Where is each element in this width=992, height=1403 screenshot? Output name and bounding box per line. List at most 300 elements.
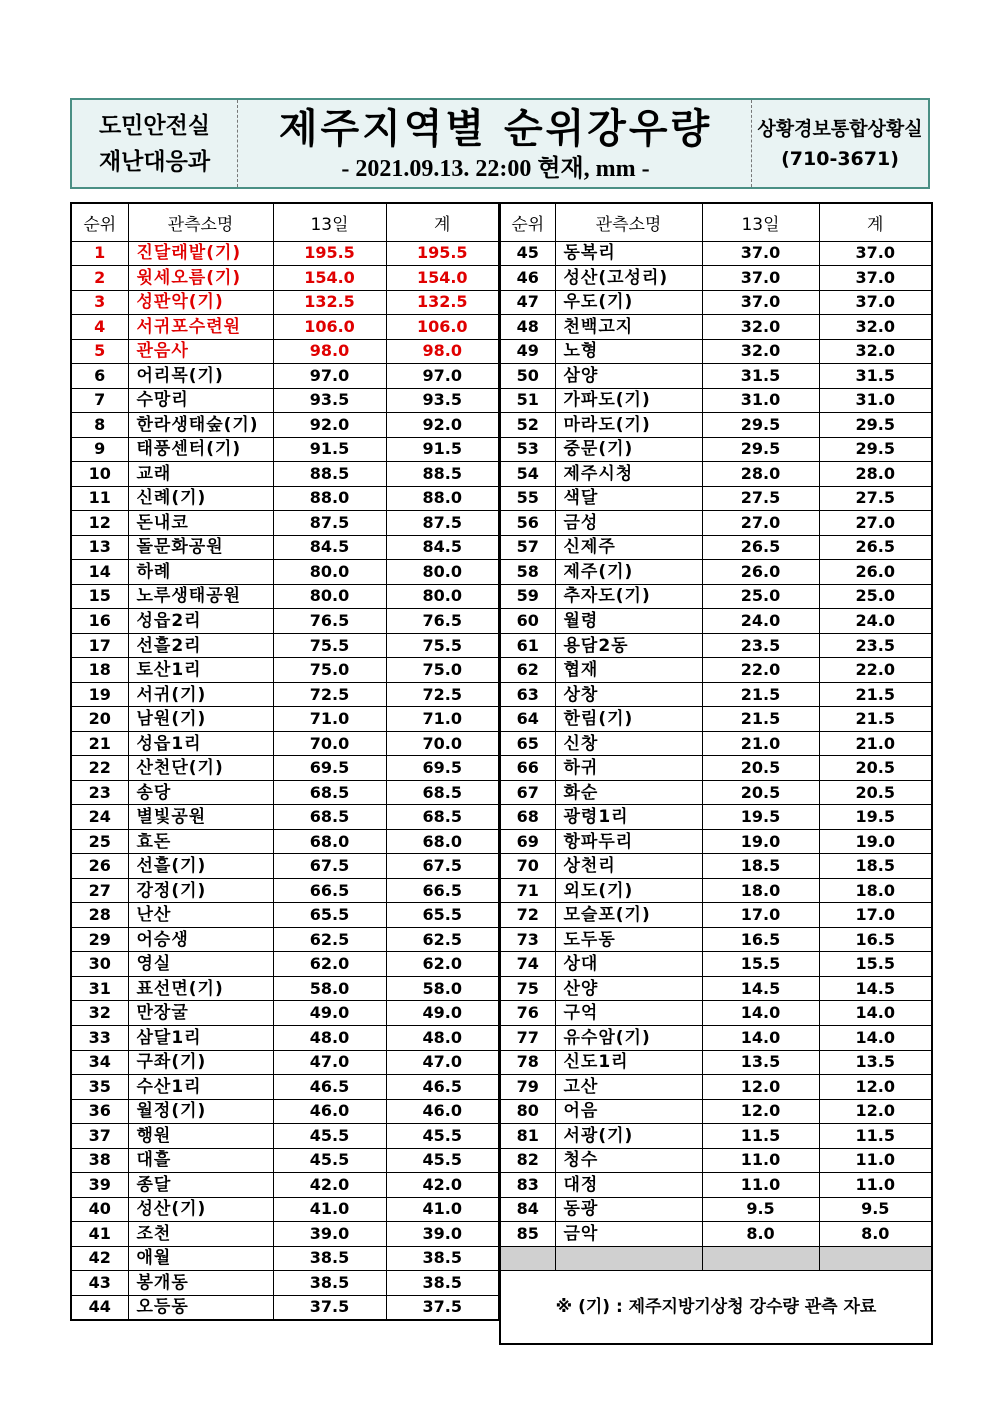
day-cell: 37.0 [702, 290, 819, 315]
table-row [71, 511, 499, 536]
table-row [71, 1197, 499, 1222]
day-cell: 62.0 [273, 952, 386, 977]
rank-cell: 39 [71, 1173, 128, 1198]
table-row [500, 339, 932, 364]
day-cell: 25.0 [702, 584, 819, 609]
station-cell: 하귀 [555, 756, 702, 781]
total-cell: 24.0 [819, 609, 932, 634]
table-row [71, 731, 499, 756]
station-cell: 성산(기) [128, 1197, 273, 1222]
station-cell: 금성 [555, 511, 702, 536]
day-cell: 37.0 [702, 241, 819, 266]
total-cell: 27.5 [819, 486, 932, 511]
station-cell: 성읍1리 [128, 731, 273, 756]
rank-cell: 46 [500, 266, 555, 291]
rank-cell: 77 [500, 1026, 555, 1051]
rank-cell: 41 [71, 1222, 128, 1247]
table-row [71, 1099, 499, 1124]
rank-cell: 37 [71, 1124, 128, 1149]
day-cell: 66.5 [273, 878, 386, 903]
rank-cell: 38 [71, 1148, 128, 1173]
rank-cell: 8 [71, 413, 128, 438]
rank-cell: 31 [71, 976, 128, 1001]
total-cell: 92.0 [386, 413, 499, 438]
table-row [500, 756, 932, 781]
rank-cell: 67 [500, 780, 555, 805]
station-cell: 한라생태숲(기) [128, 413, 273, 438]
total-cell: 14.0 [819, 1026, 932, 1051]
page-subtitle: - 2021.09.13. 22:00 현재, mm - [341, 156, 650, 182]
day-cell: 68.5 [273, 805, 386, 830]
rank-cell: 82 [500, 1148, 555, 1173]
rank-cell: 49 [500, 339, 555, 364]
day-cell: 21.5 [702, 707, 819, 732]
total-cell: 87.5 [386, 511, 499, 536]
day-cell: 15.5 [702, 952, 819, 977]
day-cell: 80.0 [273, 584, 386, 609]
day-cell: 21.0 [702, 731, 819, 756]
table-row [500, 707, 932, 732]
total-cell: 106.0 [386, 315, 499, 340]
table-row [500, 290, 932, 315]
rank-cell: 15 [71, 584, 128, 609]
table-row [500, 584, 932, 609]
rank-cell: 6 [71, 364, 128, 389]
table-row [71, 584, 499, 609]
table-row [71, 339, 499, 364]
table-row [500, 1001, 932, 1026]
station-cell: 남원(기) [128, 707, 273, 732]
rank-cell: 14 [71, 560, 128, 585]
station-cell: 하례 [128, 560, 273, 585]
total-cell: 14.0 [819, 1001, 932, 1026]
rank-cell: 3 [71, 290, 128, 315]
table-row [71, 486, 499, 511]
day-cell: 9.5 [702, 1197, 819, 1222]
total-cell: 18.0 [819, 878, 932, 903]
total-cell: 29.5 [819, 413, 932, 438]
station-cell: 돈내코 [128, 511, 273, 536]
total-cell: 37.0 [819, 290, 932, 315]
total-cell: 39.0 [386, 1222, 499, 1247]
station-cell: 동광 [555, 1197, 702, 1222]
station-cell: 용담2동 [555, 633, 702, 658]
total-cell: 20.5 [819, 756, 932, 781]
total-cell: 26.5 [819, 535, 932, 560]
table-row [71, 1148, 499, 1173]
total-cell: 14.5 [819, 976, 932, 1001]
table-row [71, 1001, 499, 1026]
rank-cell: 10 [71, 462, 128, 487]
rank-cell: 23 [71, 780, 128, 805]
rank-cell: 28 [71, 903, 128, 928]
day-cell: 31.0 [702, 388, 819, 413]
station-cell: 성판악(기) [128, 290, 273, 315]
total-cell: 32.0 [819, 339, 932, 364]
total-cell: 66.5 [386, 878, 499, 903]
day-cell: 29.5 [702, 437, 819, 462]
total-cell: 29.5 [819, 437, 932, 462]
station-cell: 신례(기) [128, 486, 273, 511]
total-cell: 21.5 [819, 707, 932, 732]
table-row [500, 511, 932, 536]
table-row [500, 633, 932, 658]
table-row [71, 903, 499, 928]
rank-cell: 48 [500, 315, 555, 340]
table-row [71, 535, 499, 560]
day-cell: 72.5 [273, 682, 386, 707]
col-total: 계 [819, 203, 932, 241]
day-cell: 12.0 [702, 1099, 819, 1124]
rank-cell: 68 [500, 805, 555, 830]
day-cell: 27.5 [702, 486, 819, 511]
station-cell: 유수암(기) [555, 1026, 702, 1051]
rank-cell: 16 [71, 609, 128, 634]
day-cell: 93.5 [273, 388, 386, 413]
station-cell: 윗세오름(기) [128, 266, 273, 291]
day-cell: 65.5 [273, 903, 386, 928]
day-cell: 17.0 [702, 903, 819, 928]
table-row [71, 241, 499, 266]
total-cell: 11.0 [819, 1148, 932, 1173]
table-row [500, 1124, 932, 1149]
station-cell: 노루생태공원 [128, 584, 273, 609]
table-row [500, 1197, 932, 1222]
table-row [500, 1222, 932, 1247]
day-cell: 38.5 [273, 1246, 386, 1271]
table-row [500, 241, 932, 266]
rank-cell: 78 [500, 1050, 555, 1075]
footnote: ※ (기) : 제주지방기상청 강수량 관측 자료 [500, 1271, 932, 1344]
total-cell: 80.0 [386, 560, 499, 585]
total-cell: 154.0 [386, 266, 499, 291]
station-cell: 성읍2리 [128, 609, 273, 634]
rank-cell: 40 [71, 1197, 128, 1222]
day-cell: 84.5 [273, 535, 386, 560]
table-row [500, 1099, 932, 1124]
station-cell: 협재 [555, 658, 702, 683]
rank-cell: 66 [500, 756, 555, 781]
day-cell: 20.5 [702, 756, 819, 781]
total-cell: 80.0 [386, 584, 499, 609]
rank-cell: 22 [71, 756, 128, 781]
rank-cell: 24 [71, 805, 128, 830]
day-cell: 11.0 [702, 1173, 819, 1198]
day-cell: 87.5 [273, 511, 386, 536]
rank-cell: 71 [500, 878, 555, 903]
total-cell: 32.0 [819, 315, 932, 340]
total-cell: 68.0 [386, 829, 499, 854]
station-cell: 외도(기) [555, 878, 702, 903]
station-cell: 서귀포수련원 [128, 315, 273, 340]
rank-cell: 64 [500, 707, 555, 732]
table-row [500, 1026, 932, 1051]
rank-cell: 5 [71, 339, 128, 364]
station-cell: 성산(고성리) [555, 266, 702, 291]
day-cell: 75.0 [273, 658, 386, 683]
table-row [71, 462, 499, 487]
day-cell: 31.5 [702, 364, 819, 389]
station-cell: 산양 [555, 976, 702, 1001]
table-row [71, 1271, 499, 1296]
table-row [71, 413, 499, 438]
rank-cell: 54 [500, 462, 555, 487]
col-rank: 순위 [71, 203, 128, 241]
day-cell: 14.0 [702, 1001, 819, 1026]
day-cell: 97.0 [273, 364, 386, 389]
total-cell: 21.5 [819, 682, 932, 707]
table-row [500, 854, 932, 879]
table-row [500, 462, 932, 487]
total-cell: 132.5 [386, 290, 499, 315]
station-cell: 삼달1리 [128, 1026, 273, 1051]
total-cell: 37.5 [386, 1295, 499, 1320]
station-cell: 제주(기) [555, 560, 702, 585]
day-cell: 22.0 [702, 658, 819, 683]
total-cell: 41.0 [386, 1197, 499, 1222]
note-row [500, 1271, 932, 1344]
table-row [500, 976, 932, 1001]
rank-cell: 52 [500, 413, 555, 438]
station-cell: 별빛공원 [128, 805, 273, 830]
day-cell: 45.5 [273, 1148, 386, 1173]
total-cell: 46.0 [386, 1099, 499, 1124]
station-cell: 금악 [555, 1222, 702, 1247]
rank-cell: 44 [71, 1295, 128, 1320]
total-cell: 48.0 [386, 1026, 499, 1051]
dept-block [751, 100, 928, 187]
total-cell: 12.0 [819, 1099, 932, 1124]
total-cell: 97.0 [386, 364, 499, 389]
rank-cell: 43 [71, 1271, 128, 1296]
rainfall-table-right [499, 202, 933, 1345]
rank-cell: 60 [500, 609, 555, 634]
station-cell: 만장굴 [128, 1001, 273, 1026]
table-row [500, 805, 932, 830]
total-cell: 20.5 [819, 780, 932, 805]
day-cell: 46.5 [273, 1075, 386, 1100]
station-cell: 중문(기) [555, 437, 702, 462]
total-cell: 93.5 [386, 388, 499, 413]
rank-cell: 21 [71, 731, 128, 756]
station-cell: 산천단(기) [128, 756, 273, 781]
total-cell: 72.5 [386, 682, 499, 707]
rank-cell: 84 [500, 1197, 555, 1222]
day-cell: 68.0 [273, 829, 386, 854]
day-cell: 32.0 [702, 315, 819, 340]
table-header-row [71, 203, 499, 241]
col-station: 관측소명 [555, 203, 702, 241]
station-cell: 표선면(기) [128, 976, 273, 1001]
station-cell: 신도1리 [555, 1050, 702, 1075]
dept-name: 상황경보통합상황실 [757, 117, 923, 140]
report-header [70, 98, 930, 189]
total-cell: 13.5 [819, 1050, 932, 1075]
table-row [500, 1050, 932, 1075]
station-cell: 관음사 [128, 339, 273, 364]
table-row [500, 535, 932, 560]
blank-row [500, 1246, 932, 1271]
table-row [71, 315, 499, 340]
rank-cell: 4 [71, 315, 128, 340]
total-cell: 37.0 [819, 266, 932, 291]
day-cell: 11.0 [702, 1148, 819, 1173]
rank-cell: 56 [500, 511, 555, 536]
table-row [71, 829, 499, 854]
rank-cell: 27 [71, 878, 128, 903]
day-cell: 88.0 [273, 486, 386, 511]
total-cell: 21.0 [819, 731, 932, 756]
rank-cell: 51 [500, 388, 555, 413]
table-row [500, 927, 932, 952]
station-cell: 강정(기) [128, 878, 273, 903]
rank-cell: 9 [71, 437, 128, 462]
day-cell: 132.5 [273, 290, 386, 315]
total-cell: 31.0 [819, 388, 932, 413]
rank-cell: 18 [71, 658, 128, 683]
table-row [71, 952, 499, 977]
table-row [71, 1026, 499, 1051]
station-cell: 행원 [128, 1124, 273, 1149]
table-row [500, 609, 932, 634]
day-cell: 21.5 [702, 682, 819, 707]
table-row [500, 903, 932, 928]
total-cell: 16.5 [819, 927, 932, 952]
station-cell: 교래 [128, 462, 273, 487]
table-row [500, 266, 932, 291]
total-cell: 75.5 [386, 633, 499, 658]
table-row [71, 1246, 499, 1271]
total-cell: 11.0 [819, 1173, 932, 1198]
rank-cell: 45 [500, 241, 555, 266]
total-cell: 49.0 [386, 1001, 499, 1026]
total-cell: 45.5 [386, 1148, 499, 1173]
total-cell: 62.0 [386, 952, 499, 977]
table-row [71, 388, 499, 413]
rank-cell: 59 [500, 584, 555, 609]
rank-cell: 70 [500, 854, 555, 879]
table-row [500, 1173, 932, 1198]
total-cell: 23.5 [819, 633, 932, 658]
day-cell: 19.0 [702, 829, 819, 854]
day-cell: 91.5 [273, 437, 386, 462]
station-cell: 수산1리 [128, 1075, 273, 1100]
station-cell: 천백고지 [555, 315, 702, 340]
day-cell: 47.0 [273, 1050, 386, 1075]
rank-cell: 75 [500, 976, 555, 1001]
station-cell: 제주시청 [555, 462, 702, 487]
table-row [71, 854, 499, 879]
org-line1: 도민안전실 [98, 112, 211, 139]
day-cell: 37.5 [273, 1295, 386, 1320]
rank-cell: 65 [500, 731, 555, 756]
day-cell: 88.5 [273, 462, 386, 487]
station-cell: 오등동 [128, 1295, 273, 1320]
day-cell: 62.5 [273, 927, 386, 952]
rank-cell: 79 [500, 1075, 555, 1100]
rank-cell: 36 [71, 1099, 128, 1124]
day-cell: 45.5 [273, 1124, 386, 1149]
rank-cell: 11 [71, 486, 128, 511]
station-cell: 화순 [555, 780, 702, 805]
rainfall-table-left [70, 202, 500, 1321]
station-cell: 삼양 [555, 364, 702, 389]
total-cell: 46.5 [386, 1075, 499, 1100]
day-cell: 11.5 [702, 1124, 819, 1149]
rank-cell: 29 [71, 927, 128, 952]
station-cell: 우도(기) [555, 290, 702, 315]
table-row [500, 731, 932, 756]
day-cell: 18.0 [702, 878, 819, 903]
day-cell: 18.5 [702, 854, 819, 879]
total-cell: 91.5 [386, 437, 499, 462]
total-cell: 62.5 [386, 927, 499, 952]
org-block [72, 100, 238, 187]
station-cell: 봉개동 [128, 1271, 273, 1296]
station-cell: 난산 [128, 903, 273, 928]
station-cell: 애월 [128, 1246, 273, 1271]
total-cell: 65.5 [386, 903, 499, 928]
total-cell: 58.0 [386, 976, 499, 1001]
table-row [71, 364, 499, 389]
day-cell: 24.0 [702, 609, 819, 634]
table-row [71, 805, 499, 830]
col-rank: 순위 [500, 203, 555, 241]
rank-cell: 62 [500, 658, 555, 683]
table-row [71, 1222, 499, 1247]
page-title: 제주지역별 순위강우량 [278, 106, 713, 152]
table-row [500, 878, 932, 903]
station-cell: 태풍센터(기) [128, 437, 273, 462]
table-header-row [500, 203, 932, 241]
station-cell: 월정(기) [128, 1099, 273, 1124]
station-cell: 어음 [555, 1099, 702, 1124]
day-cell: 37.0 [702, 266, 819, 291]
rank-cell: 80 [500, 1099, 555, 1124]
rank-cell: 20 [71, 707, 128, 732]
station-cell: 선흘(기) [128, 854, 273, 879]
table-row [71, 658, 499, 683]
total-cell: 12.0 [819, 1075, 932, 1100]
table-row [71, 756, 499, 781]
rank-cell: 32 [71, 1001, 128, 1026]
table-row [71, 266, 499, 291]
col-day: 13일 [702, 203, 819, 241]
total-cell: 19.0 [819, 829, 932, 854]
rank-cell: 1 [71, 241, 128, 266]
day-cell: 38.5 [273, 1271, 386, 1296]
rank-cell: 81 [500, 1124, 555, 1149]
rank-cell: 53 [500, 437, 555, 462]
total-cell: 88.5 [386, 462, 499, 487]
day-cell: 23.5 [702, 633, 819, 658]
table-row [500, 315, 932, 340]
station-cell: 종달 [128, 1173, 273, 1198]
table-row [71, 1124, 499, 1149]
day-cell: 49.0 [273, 1001, 386, 1026]
day-cell: 14.0 [702, 1026, 819, 1051]
day-cell: 46.0 [273, 1099, 386, 1124]
rank-cell: 42 [71, 1246, 128, 1271]
table-row [500, 437, 932, 462]
day-cell: 71.0 [273, 707, 386, 732]
table-row [500, 486, 932, 511]
station-cell: 돌문화공원 [128, 535, 273, 560]
rank-cell: 58 [500, 560, 555, 585]
station-cell: 어승생 [128, 927, 273, 952]
station-cell: 조천 [128, 1222, 273, 1247]
rank-cell: 83 [500, 1173, 555, 1198]
